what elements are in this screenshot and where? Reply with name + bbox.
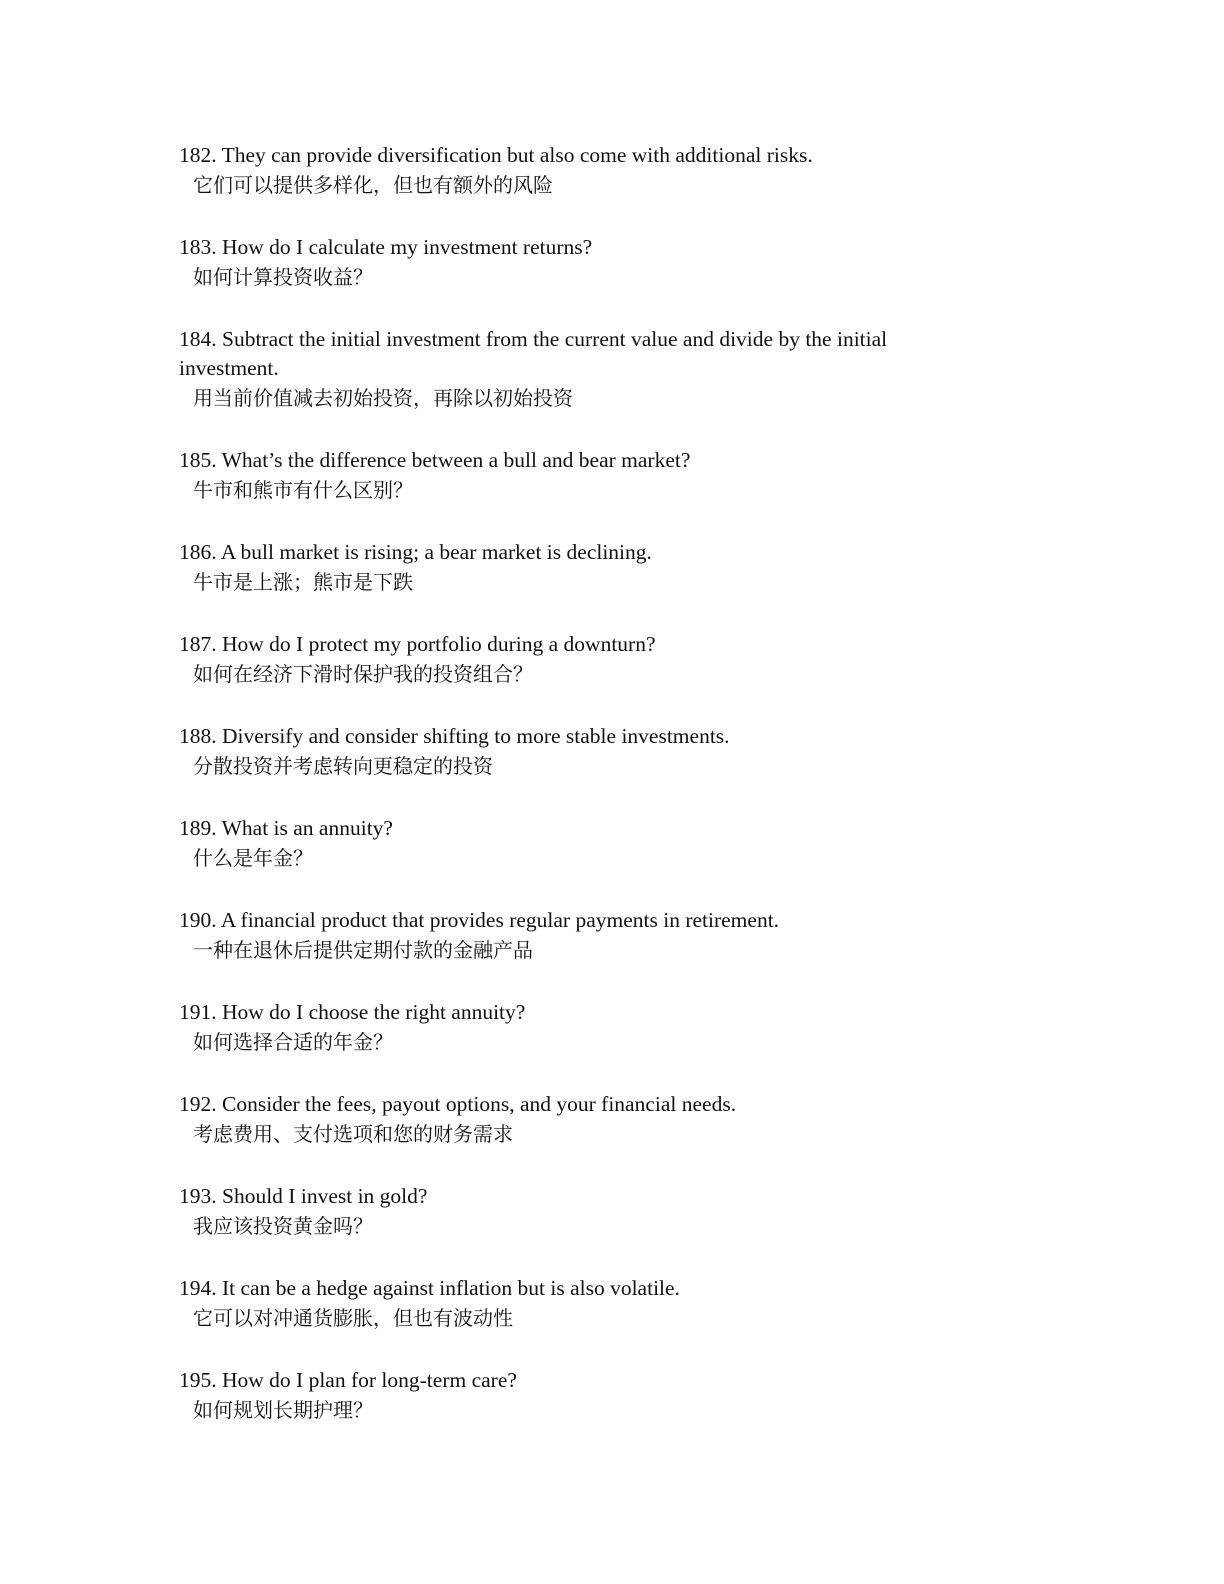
chinese-line: 牛市和熊市有什么区别？: [193, 478, 413, 502]
english-line: 185. What’s the difference between a bull and bear market?: [179, 448, 691, 472]
qa-entry-183: [179, 233, 979, 292]
qa-entry-191: [179, 998, 979, 1057]
chinese-line: 它们可以提供多样化，但也有额外的风险: [193, 173, 553, 197]
english-line: 194. It can be a hedge against inflation but is also volatile.: [179, 1276, 680, 1300]
chinese-line: 牛市是上涨；熊市是下跌: [193, 570, 413, 594]
english-line: 187. How do I protect my portfolio during a downturn?: [179, 632, 656, 656]
qa-entry-195: [179, 1366, 979, 1425]
qa-entry-186: [179, 538, 979, 597]
english-line: 184. Subtract the initial investment from the current value and divide by the initial investment.: [179, 327, 888, 380]
english-line: 191. How do I choose the right annuity?: [179, 1000, 526, 1024]
english-line: 183. How do I calculate my investment returns?: [179, 235, 593, 259]
qa-entry-188: [179, 722, 979, 781]
qa-entry-189: [179, 814, 979, 873]
english-line: 195. How do I plan for long-term care?: [179, 1368, 517, 1392]
qa-entry-187: [179, 630, 979, 689]
qa-entry-192: [179, 1090, 979, 1149]
qa-entry-194: [179, 1274, 979, 1333]
qa-entry-193: [179, 1182, 979, 1241]
chinese-line: 分散投资并考虑转向更稳定的投资: [193, 754, 493, 778]
english-line: 189. What is an annuity?: [179, 816, 393, 840]
chinese-line: 如何规划长期护理？: [193, 1398, 373, 1422]
qa-entry-184: [179, 325, 979, 413]
chinese-line: 我应该投资黄金吗？: [193, 1214, 373, 1238]
qa-list: [179, 141, 979, 1458]
chinese-line: 用当前价值减去初始投资，再除以初始投资: [193, 386, 573, 410]
chinese-line: 一种在退休后提供定期付款的金融产品: [193, 938, 533, 962]
chinese-line: 如何在经济下滑时保护我的投资组合？: [193, 662, 533, 686]
english-line: 182. They can provide diversification but also come with additional risks.: [179, 143, 813, 167]
english-line: 188. Diversify and consider shifting to more stable investments.: [179, 724, 730, 748]
qa-entry-190: [179, 906, 979, 965]
chinese-line: 如何选择合适的年金？: [193, 1030, 393, 1054]
chinese-line: 如何计算投资收益？: [193, 265, 373, 289]
chinese-line: 它可以对冲通货膨胀，但也有波动性: [193, 1306, 513, 1330]
qa-entry-185: [179, 446, 979, 505]
english-line: 186. A bull market is rising; a bear market is declining.: [179, 540, 652, 564]
chinese-line: 什么是年金？: [193, 846, 313, 870]
english-line: 193. Should I invest in gold?: [179, 1184, 428, 1208]
english-line: 192. Consider the fees, payout options, and your financial needs.: [179, 1092, 737, 1116]
chinese-line: 考虑费用、支付选项和您的财务需求: [193, 1122, 513, 1146]
qa-entry-182: [179, 141, 979, 200]
english-line: 190. A financial product that provides regular payments in retirement.: [179, 908, 780, 932]
